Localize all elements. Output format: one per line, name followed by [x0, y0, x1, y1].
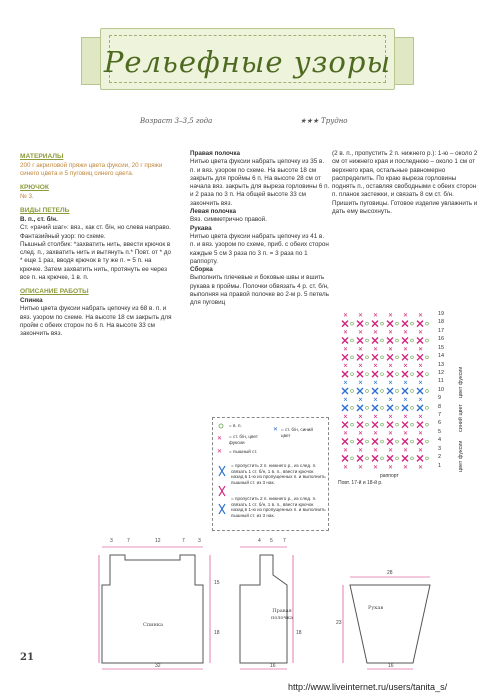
chart-stitch	[402, 321, 413, 327]
chart-stitch	[358, 465, 363, 471]
svg-text:✕: ✕	[403, 464, 409, 471]
chart-stitch	[417, 455, 428, 461]
chart-stitch	[358, 397, 363, 403]
left-front-heading: Левая полочка	[190, 208, 237, 216]
front-dim-side: 18	[296, 630, 302, 636]
right-column	[332, 150, 480, 216]
svg-text:✕: ✕	[403, 313, 409, 320]
chart-stitch	[387, 439, 398, 445]
svg-text:✕: ✕	[403, 346, 409, 353]
chart-label-fuchsia-bottom: цвет фуксии	[458, 440, 464, 472]
sleeve-heading: Рукава	[190, 224, 212, 232]
chart-stitch	[402, 337, 413, 343]
title-banner	[100, 28, 395, 90]
chart-stitch	[417, 321, 428, 327]
chart-stitch	[418, 330, 423, 336]
chart-stitch	[418, 364, 423, 370]
chart-row-number: 8	[438, 403, 442, 410]
chart-stitch	[357, 439, 368, 445]
chart-stitch	[342, 371, 353, 377]
svg-text:✕: ✕	[358, 464, 364, 471]
chart-row-number: 2	[438, 454, 442, 461]
svg-text:✕: ✕	[388, 431, 394, 438]
chart-stitch	[372, 321, 383, 327]
chart-stitch	[417, 354, 428, 360]
chart-stitch	[403, 431, 408, 437]
back-dim-side-1: 15	[214, 580, 220, 586]
chart-stitch	[387, 354, 398, 360]
svg-text:✕: ✕	[403, 447, 409, 454]
chart-row-number: 12	[438, 369, 445, 376]
back-dim-top-5: 3	[198, 538, 201, 544]
chart-stitch	[417, 371, 428, 377]
chart-stitch	[402, 388, 413, 394]
chart-stitch	[373, 431, 378, 437]
right-front-heading: Правая полочка	[190, 150, 240, 157]
legend-chain: = в. п.	[229, 423, 242, 428]
chart-stitch	[402, 422, 413, 428]
svg-text:✕: ✕	[343, 380, 349, 387]
chart-stitch	[418, 414, 423, 420]
svg-text:✕: ✕	[343, 431, 349, 438]
svg-text:✕: ✕	[343, 346, 349, 353]
svg-text:✕: ✕	[343, 414, 349, 421]
chart-stitch	[357, 388, 368, 394]
svg-text:✕: ✕	[343, 330, 349, 337]
back-dim-top-2: 7	[127, 538, 130, 544]
svg-text:✕: ✕	[358, 447, 364, 454]
chart-stitch	[402, 405, 413, 411]
chart-label-fuchsia-top: цвет фуксии	[458, 366, 464, 398]
left-front-text: Вяз. симметрично правой.	[190, 216, 267, 224]
chart-stitch	[343, 381, 348, 387]
age-label: Возраст 3–3,5 года	[140, 117, 213, 125]
back-dim-side-2: 18	[214, 630, 220, 636]
svg-text:✕: ✕	[388, 447, 394, 454]
svg-text:✕: ✕	[403, 431, 409, 438]
svg-text:✕: ✕	[358, 397, 364, 404]
sleeve-dim-bottom: 16	[388, 663, 394, 669]
assembly-heading: Сборка	[190, 266, 213, 274]
chart-stitch	[372, 337, 383, 343]
right-column-text: (2 в. п., пропустить 2 п. нижнего р.): 1-ю – около 2 см от нижнего края и последнюю – около 1 см от верхнего края, остальные равномерно распределить. По краю выреза горловины поднять п., оставляя свободными с обеих сторон п. планок застежки, и связать 8 см ст. б/н. Пришить пуговицы. Готовое изделие увлажнить и дать ему высохнуть.	[332, 150, 478, 216]
chart-stitch	[372, 354, 383, 360]
svg-text:✕: ✕	[418, 397, 424, 404]
chart-stitch	[358, 313, 363, 319]
materials-heading: МАТЕРИАЛЫ	[20, 153, 64, 160]
back-dim-top-3: 12	[155, 538, 161, 544]
back-dim-bottom: 32	[155, 663, 161, 669]
svg-text:✕: ✕	[373, 380, 379, 387]
chart-stitch	[342, 455, 353, 461]
chart-stitch	[342, 405, 353, 411]
front-schematic-label: Правая полочка	[271, 608, 293, 621]
chart-stitch	[358, 431, 363, 437]
svg-text:✕: ✕	[403, 363, 409, 370]
chart-stitch	[387, 337, 398, 343]
loops-text-3: Фантазийный узор: по схеме.	[20, 232, 106, 240]
chart-row-number: 4	[438, 437, 442, 444]
chart-stitch	[358, 347, 363, 353]
chart-stitch	[343, 330, 348, 336]
chart-stitch	[373, 330, 378, 336]
chart-stitch	[418, 347, 423, 353]
svg-text:✕: ✕	[373, 431, 379, 438]
hook-heading: КРЮЧОК	[20, 184, 49, 192]
svg-text:✕: ✕	[418, 464, 424, 471]
chart-stitch	[342, 321, 353, 327]
chart-stitch	[387, 405, 398, 411]
chart-stitch	[388, 364, 393, 370]
front-dim-top-3: 7	[283, 538, 286, 544]
svg-text:✕: ✕	[418, 346, 424, 353]
svg-text:✕: ✕	[388, 414, 394, 421]
svg-text:✕: ✕	[373, 363, 379, 370]
hook-text: № 3.	[20, 193, 34, 200]
chart-row-number: 6	[438, 420, 442, 427]
chart-stitch	[402, 354, 413, 360]
svg-text:✕: ✕	[403, 414, 409, 421]
symbol-legend	[212, 417, 329, 531]
back-text: Нитью цвета фуксии набрать цепочку из 68 в. п. и вяз. узором по схеме. На высоте 18 см закрыть для пройм с обеих сторон по 6 п. На высоте 33 см закончить вяз.	[20, 305, 172, 338]
chart-stitch	[372, 388, 383, 394]
work-heading: ОПИСАНИЕ РАБОТЫ	[20, 288, 89, 296]
chart-stitch	[358, 330, 363, 336]
svg-text:✕: ✕	[343, 363, 349, 370]
loops-text-1: В. п., ст. б/н.	[20, 216, 58, 223]
chart-stitch	[403, 397, 408, 403]
chart-row-number: 10	[438, 386, 445, 393]
chart-stitch	[358, 381, 363, 387]
chart-row-number: 5	[438, 428, 442, 435]
back-dim-top-1: 3	[110, 538, 113, 544]
chart-stitch	[373, 313, 378, 319]
svg-text:✕: ✕	[217, 436, 223, 442]
svg-text:✕: ✕	[418, 313, 424, 320]
front-dim-top-1: 4	[258, 538, 261, 544]
chart-stitch	[387, 388, 398, 394]
chart-stitch	[358, 414, 363, 420]
svg-text:✕: ✕	[373, 464, 379, 471]
svg-text:✕: ✕	[343, 464, 349, 471]
svg-text:✕: ✕	[388, 464, 394, 471]
chart-stitch	[358, 364, 363, 370]
svg-text:✕: ✕	[373, 414, 379, 421]
chart-stitch	[373, 397, 378, 403]
svg-text:✕: ✕	[358, 380, 364, 387]
chart-stitch	[342, 388, 353, 394]
page-number: 21	[20, 652, 34, 663]
svg-text:✕: ✕	[403, 380, 409, 387]
svg-text:✕: ✕	[403, 397, 409, 404]
chart-stitch	[403, 448, 408, 454]
svg-text:✕: ✕	[388, 330, 394, 337]
chart-stitch	[343, 448, 348, 454]
chart-stitch	[388, 465, 393, 471]
chart-row-number: 13	[438, 361, 445, 368]
svg-text:✕: ✕	[343, 447, 349, 454]
legend-puff: = пышный ст.	[229, 449, 258, 454]
chart-stitch	[357, 405, 368, 411]
chart-stitch	[388, 397, 393, 403]
front-dim-top-2: 5	[270, 538, 273, 544]
chart-stitch	[373, 465, 378, 471]
chart-stitch	[417, 422, 428, 428]
chart-row-number: 3	[438, 445, 442, 452]
chart-stitch	[417, 405, 428, 411]
chart-stitch	[418, 381, 423, 387]
chart-row-number: 9	[438, 395, 442, 402]
chart-stitch	[388, 431, 393, 437]
chart-stitch	[343, 347, 348, 353]
svg-text:✕: ✕	[388, 397, 394, 404]
back-dim-top-4: 7	[182, 538, 185, 544]
svg-text:✕: ✕	[343, 313, 349, 320]
chart-stitch	[372, 422, 383, 428]
sleeve-text: Нитью цвета фуксии набрать цепочку из 41 в. п. и вяз. узором по схеме, приб. с обеих сторон каждые 5 см 3 раза по 3 п. = 3 раза по 1 раппорту.	[190, 232, 329, 265]
chart-row-number: 11	[438, 378, 444, 385]
chart-stitch	[418, 431, 423, 437]
chart-stitch	[403, 414, 408, 420]
svg-text:✕: ✕	[217, 449, 223, 455]
chart-stitch	[373, 448, 378, 454]
svg-text:✕: ✕	[373, 313, 379, 320]
middle-column	[190, 150, 330, 308]
chart-stitch	[418, 465, 423, 471]
legend-cross-1: = пропустить 2 п. нижнего р., из след. п. связать 1 ст. б/н, 1 в. п., ввести крючок назад в 1-ю из пропущенных п. и выполнить пышный ст. из 3 нак.	[231, 463, 326, 486]
chart-row-number: 18	[438, 319, 445, 326]
chart-stitch	[373, 347, 378, 353]
loops-text-2: Ст. «рачий шаг»: вяз., как ст. б/н, но слева направо.	[20, 224, 171, 232]
chart-stitch	[388, 347, 393, 353]
chart-stitch	[372, 439, 383, 445]
chart-stitch	[417, 388, 428, 394]
chart-row-number: 19	[438, 311, 445, 317]
chart-stitch	[357, 354, 368, 360]
chart-stitch	[402, 371, 413, 377]
right-front-text: Нитью цвета фуксии набрать цепочку из 35 в. п. и вяз. узором по схеме. На высоте 18 см закрыть для проймы 6 п. На высоте 28 см от начала вяз. закрыть для выреза горловины 6 п. и 2 раза по 3 п. На общей высоте 33 см закончить вяз.	[190, 158, 330, 207]
chart-stitch	[358, 448, 363, 454]
chart-stitch	[403, 465, 408, 471]
difficulty-label: ★★★ Трудно	[300, 117, 348, 125]
chart-stitch	[342, 337, 353, 343]
chart-stitch	[388, 414, 393, 420]
chart-stitch	[418, 313, 423, 319]
svg-text:✕: ✕	[373, 330, 379, 337]
chart-stitch	[418, 448, 423, 454]
chart-row-number: 16	[438, 336, 445, 343]
materials-text: 200 г акриловой пряжи цвета фуксии, 20 г пряжи синего цвета и 5 пуговиц синего цвета.	[20, 161, 163, 177]
chart-stitch	[357, 422, 368, 428]
assembly-text: Выполнить плечевые и боковые швы и вшить рукава в проймы. Полочки обвязать 4 р. ст. б/н, выполняя на правой полочке во 2-м р. 5 петель для пуговиц	[190, 274, 330, 307]
svg-text:✕: ✕	[418, 447, 424, 454]
chart-stitch	[403, 330, 408, 336]
chart-stitch	[342, 439, 353, 445]
chart-stitch	[372, 405, 383, 411]
chart-stitch	[357, 321, 368, 327]
repeat-note: Повт. 17-й и 18-й р.	[338, 480, 383, 486]
chart-stitch	[343, 465, 348, 471]
chart-stitch	[343, 364, 348, 370]
chart-stitch	[372, 371, 383, 377]
chart-stitch	[388, 381, 393, 387]
svg-text:✕: ✕	[418, 363, 424, 370]
chart-stitch	[388, 448, 393, 454]
svg-text:✕: ✕	[358, 363, 364, 370]
chart-stitch	[403, 347, 408, 353]
chart-stitch	[388, 330, 393, 336]
svg-text:✕: ✕	[418, 330, 424, 337]
chart-label-blue: синий цвет	[458, 404, 464, 432]
chart-row-number: 7	[438, 412, 442, 419]
svg-text:✕: ✕	[418, 414, 424, 421]
legend-sc-blue: = ст. б/н, синий цвет	[281, 427, 313, 438]
chart-stitch	[403, 381, 408, 387]
page-title: Рельефные узоры	[103, 45, 392, 79]
chart-stitch	[373, 364, 378, 370]
svg-text:✕: ✕	[418, 380, 424, 387]
svg-text:✕: ✕	[373, 346, 379, 353]
chart-stitch	[403, 364, 408, 370]
loops-text-4: Пышный столбик: *захватить нить, ввести крючок в след. п., захватить нить и вытянуть п.* Повт. от * до * еще 1 раз, вводя крючок в ту же п. = 5 п. на крючке. Затем захватить нить, протянуть ее через все п. на крючке, 1 в. п.	[20, 240, 172, 282]
back-heading: Спинка	[20, 297, 43, 305]
rapport-label: раппорт	[380, 473, 399, 479]
svg-text:✕: ✕	[358, 346, 364, 353]
chart-stitch	[343, 313, 348, 319]
crochet-chart	[339, 311, 434, 471]
svg-text:✕: ✕	[388, 346, 394, 353]
svg-text:✕: ✕	[418, 431, 424, 438]
svg-text:✕: ✕	[373, 447, 379, 454]
chart-stitch	[372, 455, 383, 461]
svg-text:✕: ✕	[343, 397, 349, 404]
chart-stitch	[342, 354, 353, 360]
chart-row-number: 17	[438, 327, 445, 334]
svg-text:✕: ✕	[373, 397, 379, 404]
svg-text:✕: ✕	[388, 380, 394, 387]
chart-stitch	[387, 321, 398, 327]
chart-stitch	[357, 337, 368, 343]
chart-stitch	[418, 397, 423, 403]
loops-heading: ВИДЫ ПЕТЕЛЬ	[20, 207, 70, 215]
chart-stitch	[342, 422, 353, 428]
svg-text:✕: ✕	[403, 330, 409, 337]
legend-sc-fuchsia: = ст. б/н, цвет фуксии	[229, 434, 258, 445]
front-dim-bottom: 16	[270, 663, 276, 669]
sleeve-dim-side: 23	[336, 620, 342, 626]
chart-stitch	[343, 431, 348, 437]
chart-stitch	[387, 422, 398, 428]
chart-stitch	[388, 313, 393, 319]
chart-stitch	[402, 439, 413, 445]
chart-row-number: 14	[438, 353, 445, 360]
chart-stitch	[357, 455, 368, 461]
chart-stitch	[357, 371, 368, 377]
chart-stitch	[417, 337, 428, 343]
chart-stitch	[387, 455, 398, 461]
legend-cross-2: = пропустить 2 п. нижнего р., из след. п. связать 1 ст. б/н, 1 в. п., ввести крючок назад в 1-ю из пропущенных п. и выполнить пышный ст. из 3 нак.	[231, 496, 326, 519]
svg-text:✕: ✕	[358, 431, 364, 438]
chart-stitch	[417, 439, 428, 445]
left-column	[20, 150, 172, 339]
source-url: http://www.liveinternet.ru/users/tanita_s/	[288, 682, 448, 692]
chart-row-number: 15	[438, 344, 445, 351]
sleeve-schematic-label: Рукав	[368, 605, 384, 611]
svg-text:✕: ✕	[358, 330, 364, 337]
chart-stitch	[373, 381, 378, 387]
svg-text:✕: ✕	[358, 313, 364, 320]
chart-stitch	[343, 414, 348, 420]
svg-text:✕: ✕	[388, 313, 394, 320]
sleeve-dim-top: 28	[387, 570, 393, 576]
chart-stitch	[373, 414, 378, 420]
svg-text:✕: ✕	[358, 414, 364, 421]
garment-schematics	[95, 535, 495, 675]
svg-text:✕: ✕	[388, 363, 394, 370]
chart-stitch	[343, 397, 348, 403]
chart-row-number: 1	[438, 462, 442, 469]
chart-stitch	[402, 455, 413, 461]
back-schematic-label: Спинка	[143, 622, 163, 628]
svg-text:✕: ✕	[273, 427, 279, 433]
chart-stitch	[403, 313, 408, 319]
chart-stitch	[387, 371, 398, 377]
